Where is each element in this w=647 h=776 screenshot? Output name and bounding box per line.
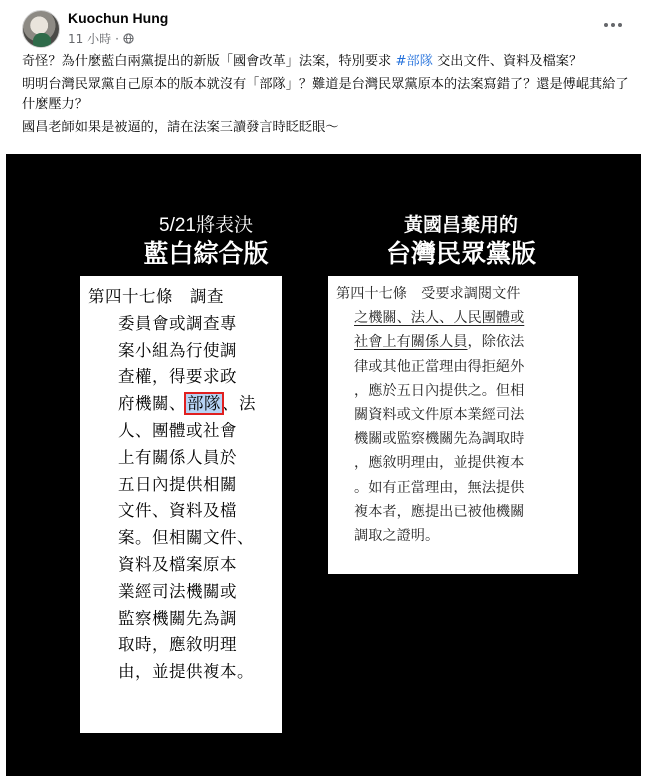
law-line: 第四十七條 受要求調閱文件 — [336, 286, 521, 302]
law-line: 委員會或調查專 — [118, 313, 237, 333]
avatar[interactable] — [22, 10, 60, 48]
caption-text: 奇怪？為什麼藍白兩黨提出的新版「國會改革」法案，特別要求 — [22, 54, 396, 69]
law-line — [336, 330, 572, 354]
law-line: 複本者，應提出已被他機關 — [354, 503, 525, 520]
author-name[interactable]: Kuochun Hung — [68, 10, 169, 26]
post-caption — [22, 52, 637, 141]
law-line: 人、團體或社會 — [118, 420, 237, 440]
right-title-version: 台灣民眾黨版 — [385, 240, 536, 268]
law-text: 府機關、 — [118, 394, 186, 414]
law-line: 取時，應敘明理 — [118, 635, 237, 655]
post-timestamp[interactable]: 11 小時 — [68, 32, 112, 46]
law-line: ，應敘明理由，並提供複本 — [354, 455, 525, 472]
law-line: 文件、資料及檔 — [118, 501, 237, 521]
left-title-version: 藍白綜合版 — [143, 240, 269, 268]
law-line: 查權，得要求政 — [118, 367, 237, 387]
law-line: 之機關、法人、人民團體或 — [354, 310, 525, 327]
right-law-text — [328, 276, 578, 574]
caption-line-2: 明明台灣民眾黨自己原本的版本就沒有「部隊」？難道是台灣民眾黨原本的法案寫錯了？還是傅崐萁給了什麼壓力？ — [22, 77, 629, 112]
left-title-date: 5/21將表決 — [159, 215, 253, 236]
post-meta — [68, 30, 134, 47]
law-line: 資料及檔案原本 — [118, 554, 237, 574]
more-options-button[interactable] — [598, 12, 628, 38]
hashtag-link[interactable]: #部隊 — [395, 54, 433, 69]
law-line: 律或其他正當理由得拒絕外 — [354, 358, 525, 375]
right-title-caption: 黃國昌棄用的 — [403, 215, 518, 236]
globe-icon[interactable] — [123, 33, 134, 44]
law-line: 機關或監察機關先為調取時 — [354, 431, 525, 448]
law-line — [88, 391, 276, 418]
post-header — [0, 0, 647, 50]
law-text: 、法 — [222, 394, 256, 414]
post-image[interactable] — [6, 154, 641, 776]
law-line: 調取之證明。 — [354, 527, 440, 544]
law-line: 案小組為行使調 — [118, 340, 237, 360]
law-text: ，除依法 — [467, 334, 525, 351]
underlined-text: 社會上有關係人員 — [354, 334, 468, 351]
law-line: ，應於五日內提供之。但相 — [354, 382, 525, 399]
law-line: 業經司法機關或 — [118, 581, 237, 601]
law-line: 關資料或文件原本業經司法 — [354, 406, 525, 423]
meta-separator: · — [115, 31, 119, 46]
law-line: 上有關係人員於 — [118, 447, 237, 467]
highlighted-term: 部隊 — [187, 394, 221, 414]
law-line: 第四十七條 調查 — [88, 287, 224, 306]
law-line: 案。但相關文件、 — [118, 528, 254, 548]
caption-line-3: 國昌老師如果是被逼的，請在法案三讀發言時眨眨眼～ — [22, 120, 339, 135]
left-law-text — [80, 276, 282, 733]
law-line: 。如有正當理由，無法提供 — [354, 479, 525, 496]
law-line: 監察機關先為調 — [118, 608, 237, 628]
caption-line-1 — [22, 52, 637, 72]
caption-text: 交出文件、資料及檔案？ — [432, 54, 583, 69]
law-line: 五日內提供相關 — [118, 474, 237, 494]
law-line: 由，並提供複本。 — [118, 662, 254, 682]
more-horizontal-icon — [603, 22, 623, 28]
